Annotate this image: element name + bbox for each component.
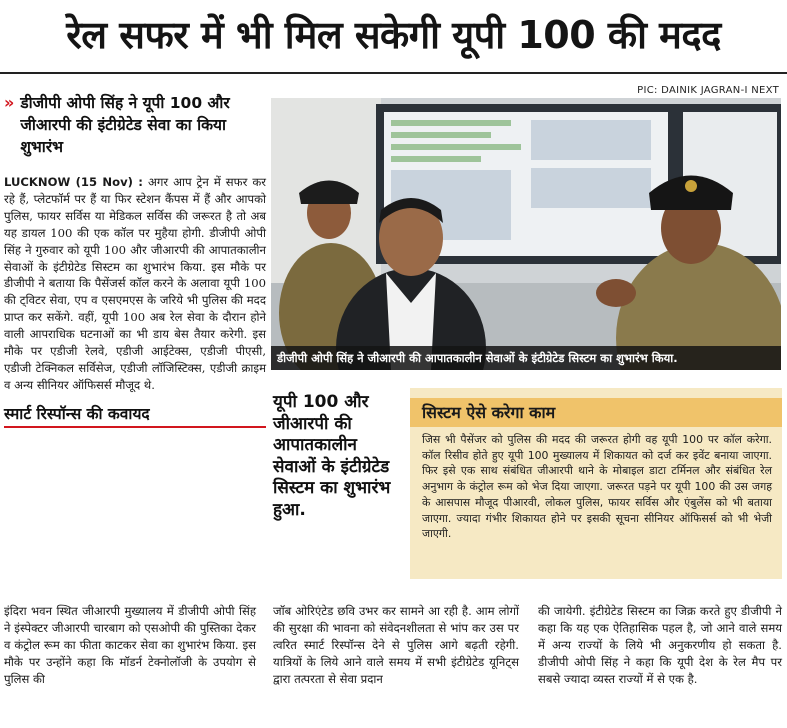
dateline: LUCKNOW (15 Nov) :	[4, 175, 143, 189]
info-box-title-bar	[410, 398, 782, 427]
pull-quote: यूपी 100 और जीआरपी की आपातकालीन सेवाओं के इंटीग्रेटेड सिस्टम का शुभारंभ हुआ.	[273, 392, 391, 520]
headline-rule	[0, 72, 787, 74]
news-photo	[271, 98, 781, 370]
photo-credit: PIC: DAINIK JAGRAN-I NEXT	[637, 85, 779, 96]
strapline	[4, 92, 266, 158]
headline: रेल सफर में भी मिल सकेगी यूपी 100 की मदद	[66, 13, 721, 57]
photo-illustration	[271, 98, 781, 370]
chevron-right-icon: »	[4, 93, 15, 112]
bottom-column-1: इंदिरा भवन स्थित जीआरपी मुख्यालय में डीजीपी ओपी सिंह ने इंस्पेक्टर जीआरपी चारबाग को एसओपी की पुस्तिका देकर व कंट्रोल रूम का फीता काटकर सेवा का शुभारंभ किया. इस मौके पर उन्होंने कहा कि मॉडर्न टेक्नोलॉजी के उपयोग से पुलिस की	[4, 604, 256, 686]
lead-column	[4, 92, 266, 428]
info-box-title: सिस्टम ऐसे करेगा काम	[422, 403, 556, 422]
info-box	[410, 388, 782, 579]
bottom-column-3: की जायेगी. इंटीग्रेटेड सिस्टम का जिक्र करते हुए डीजीपी ने कहा कि यह एक ऐतिहासिक पहल है, जो आने वाले समय में अन्य राज्यों के लिये भी अनुकरणीय हो सकता है. डीजीपी ओपी सिंह ने कहा कि यूपी देश के रेल मैप पर सबसे ज्यादा व्यस्त राज्यों में से एक है.	[538, 604, 782, 686]
bottom-column-2: जॉब ओरिएंटेड छवि उभर कर सामने आ रही है. आम लोगों की सुरक्षा की भावना को संवेदनशीलता से भांप कर उस पर त्वरित स्मार्ट रिस्पॉन्स देने से पुलिस आगे बढ़ती रहेगी. यात्रियों के लिये आने वाले समय में सभी इंटीग्रेटेड यूनिट्स द्वारा तत्परता से सेवा प्रदान	[273, 604, 519, 686]
strapline-text: डीजीपी ओपी सिंह ने यूपी 100 और जीआरपी की इंटीग्रेटेड सेवा का किया शुभारंभ	[20, 94, 230, 156]
photo-caption: डीजीपी ओपी सिंह ने जीआरपी की आपातकालीन सेवाओं के इंटीग्रेटेड सिस्टम का शुभारंभ किया.	[271, 346, 781, 370]
subhead: स्मार्ट रिस्पॉन्स की कवायद	[4, 402, 266, 428]
info-box-text: जिस भी पैसेंजर को पुलिस की मदद की जरूरत होगी वह यूपी 100 पर कॉल करेगा. कॉल रिसीव होते हुए यूपी 100 मुख्यालय में शिकायत को दर्ज कर इवेंट बनाया जाएगा. फिर इसे एक साथ संबंधित जीआरपी थाने के मोबाइल डाटा टर्मिनल और संबंधित रेल अनुभाग के कंट्रोल रूम को भेज दिया जाएगा. जरूरत पड़ने पर यूपी 100 की उस जगह के आसपास मौजूद पीआरवी, लोकल पुलिस, फायर सर्विस और एंबुलेंस को भी बताया जाएगा. ज्यादा गंभीर शिकायत होने पर इसकी सूचना सीनियर ऑफिसर्स को भी भेजी जाएगी.	[422, 433, 772, 541]
lead-text: अगर आप ट्रेन में सफर कर रहे हैं, प्लेटफॉर्म पर हैं या फिर स्टेशन कैंपस में हैं और आपको पुलिस, फायर सर्विस या मेडिकल सर्विस की जरूरत है तो अब यह डायल 100 की एक कॉल पर मुहैया होगी. डीजीपी ओपी सिंह ने गुरुवार को यूपी 100 और जीआरपी की आपातकालीन सेवाओं के इंटीग्रेटेड सिस्टम का शुभारंभ किया. इस मौके पर डीजीपी ने बताया कि पैसेंजर्स कॉल करने के अलावा यूपी 100 की ट्विटर सेवा, एप व एसएमएस के जरिये भी पुलिस की मदद प्राप्त कर सकेंगे. वहीं, यूपी 100 अब रेल सेवा के दौरान होने वाली आपराधिक घटनाओं का भी डाय बेस तैयार करेगी. इस मौके पर एडीजी रेलवे, एडीजी आईटेक्स, एडीजी पीएसी, एडीजी टेक्निकल सर्विसेज, एडीजी लॉजिस्टिक्स, एडीजी क्राइम व अन्य सीनियर ऑफिसर्स मौजूद थे.	[4, 175, 266, 392]
lead-paragraph	[4, 174, 266, 394]
